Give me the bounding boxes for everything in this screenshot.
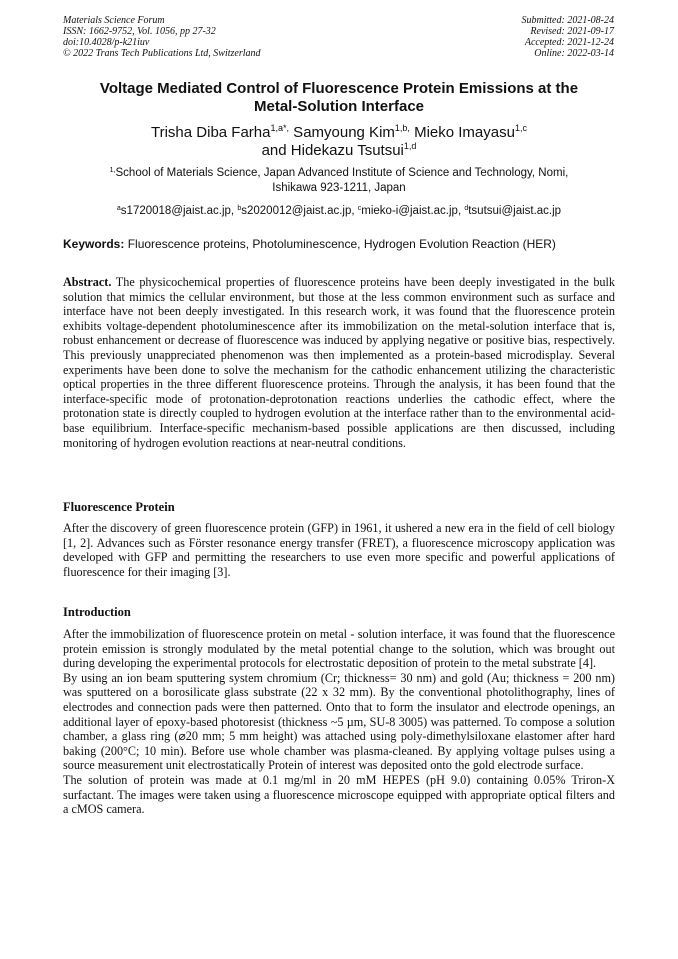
online-date: Online: 2022-03-14 (534, 48, 614, 59)
email-mark: b (237, 205, 242, 212)
affiliation-line-2: Ishikawa 923-1211, Japan (272, 182, 406, 194)
authors-line-1 (63, 124, 615, 142)
paragraph: By using an ion beam sputtering system chromium (Cr; thickness= 30 nm) and gold (Au; thickness = 200 nm) was sputtered on a borosilicate glass substrate (22 x 32 mm). By the conventional photolithography, lines of electrodes and connection pads were then patterned. Onto that to form the insulator and electrode openings, an additional layer of epoxy-based photoresist (thickness ~5 µm, SU-8 3005) was patterned. To compose a solution chamber, a glass ring (⌀20 mm; 5 mm height) was attached using poly-dimethylsiloxane elastomer after hard baking (200°C; 10 min). Before use whole chamber was plasma-cleaned. By applying voltage pulses using a source measurement unit electrostatically Protein of interest was deposited onto the gold electrode surface. (63, 670, 615, 773)
journal-name: Materials Science Forum (63, 15, 165, 26)
title-line-1: Voltage Mediated Control of Fluorescence Protein Emissions at the (99, 80, 579, 97)
affiliation (80, 166, 598, 196)
email-mark: a (116, 205, 121, 212)
author-affiliation-mark: 1,c (514, 123, 527, 133)
paper-title (63, 80, 615, 116)
email-mark: d (464, 205, 469, 212)
section-heading-fluorescence-protein: Fluorescence Protein (63, 500, 175, 514)
authors-line-2 (63, 142, 615, 160)
keywords (63, 237, 615, 252)
affiliation-line-1 (80, 166, 598, 181)
abstract (63, 275, 615, 450)
submitted-date: Submitted: 2021-08-24 (521, 15, 614, 26)
email-link[interactable]: s1720018@jaist.ac.jp, (120, 205, 238, 217)
email-link[interactable]: mieko-i@jaist.ac.jp, (361, 205, 465, 217)
author-affiliation-mark: 1,d (403, 141, 417, 151)
author-list (63, 124, 615, 160)
paragraph: After the immobilization of fluorescence protein on metal - solution interface, it was found that the fluorescence protein emission is strongly modulated by the metal potential change to the solution, which was brought out during developing the experimental protocols for electrostatic deposition of protein to the metal substrate [4]. (63, 627, 615, 671)
author-name: and Hidekazu Tsutsui (261, 142, 404, 159)
copyright-line: © 2022 Trans Tech Publications Ltd, Switzerland (63, 48, 261, 59)
issn-line: ISSN: 1662-9752, Vol. 1056, pp 27-32 (63, 26, 216, 37)
revised-date: Revised: 2021-09-17 (530, 26, 614, 37)
email-link[interactable]: tsutsui@jaist.ac.jp (468, 205, 562, 217)
author-name: Trisha Diba Farha (151, 124, 271, 141)
author-affiliation-mark: 1,a*, (270, 123, 290, 133)
author-name: Samyoung Kim (289, 124, 395, 141)
introduction-section (63, 627, 615, 817)
keywords-label: Keywords: (63, 237, 125, 251)
accepted-date: Accepted: 2021-12-24 (524, 37, 614, 48)
paragraph: After the discovery of green fluorescence protein (GFP) in 1961, it ushered a new era in the field of cell biology [1, 2]. Advances such as Förster resonance energy transfer (FRET), a fluorescence microscopy application was developed with GFP and permitting the researchers to use even more specific and powerful applications of fluorescence for their imaging [3]. (63, 521, 615, 579)
title-line-2: Metal-Solution Interface (253, 98, 425, 115)
journal-header-left (63, 15, 261, 59)
journal-header-right (522, 15, 615, 59)
author-affiliation-mark: 1,b, (394, 123, 410, 133)
affiliation-text: School of Materials Science, Japan Advanced Institute of Science and Technology, Nomi, (115, 167, 569, 179)
paragraph: The solution of protein was made at 0.1 mg/ml in 20 mM HEPES (pH 9.0) containing 0.05% Triron-X surfactant. The images were taken using a fluorescence microscope equipped with appropriate optical filters and a cMOS camera. (63, 772, 615, 817)
fluorescence-protein-paragraph (63, 521, 615, 579)
abstract-label: Abstract. (63, 275, 112, 289)
keywords-text: Fluorescence proteins, Photoluminescence, Hydrogen Evolution Reaction (HER) (124, 237, 556, 251)
abstract-text: The physicochemical properties of fluorescence proteins have been deeply investigated in the bulk solution that mimics the cellular environment, but those at the less common environment such as surface and interface have not been deeply investigated. In this research work, it was found that the fluorescence protein exhibits voltage-dependent photoluminescence after its immobilization on the metal-solution interface that is, robust enhancement or decrease of fluorescence was induced by applying negative or positive bias, respectively. This previously unappreciated phenomenon was then implemented as a protein-based microdisplay. Several experiments have been done to solve the mechanism for the cathodic enhancement utilizing the characteristic optical properties in the three different fluorescence proteins. Through the analysis, it has been found that the interface-specific mode of protonation-deprotonation reactions underlies the cathodic effect, where the protonation state is directly coupled to hydrogen evolution at the interface rather than to the environmental acid-base equilibrium. Interface-specific mechanism-based possible applications are then discussed, including monitoring of hydrogen evolution reactions at near-neutral conditions. (63, 275, 615, 450)
section-heading-introduction: Introduction (63, 605, 131, 619)
email-mark: c (357, 205, 362, 212)
doi-line: doi:10.4028/p-k21iuv (63, 37, 150, 48)
email-link[interactable]: s2020012@jaist.ac.jp, (241, 205, 358, 217)
affiliation-mark: 1, (109, 167, 116, 174)
author-emails (63, 204, 615, 219)
author-name: Mieko Imayasu (409, 124, 515, 141)
